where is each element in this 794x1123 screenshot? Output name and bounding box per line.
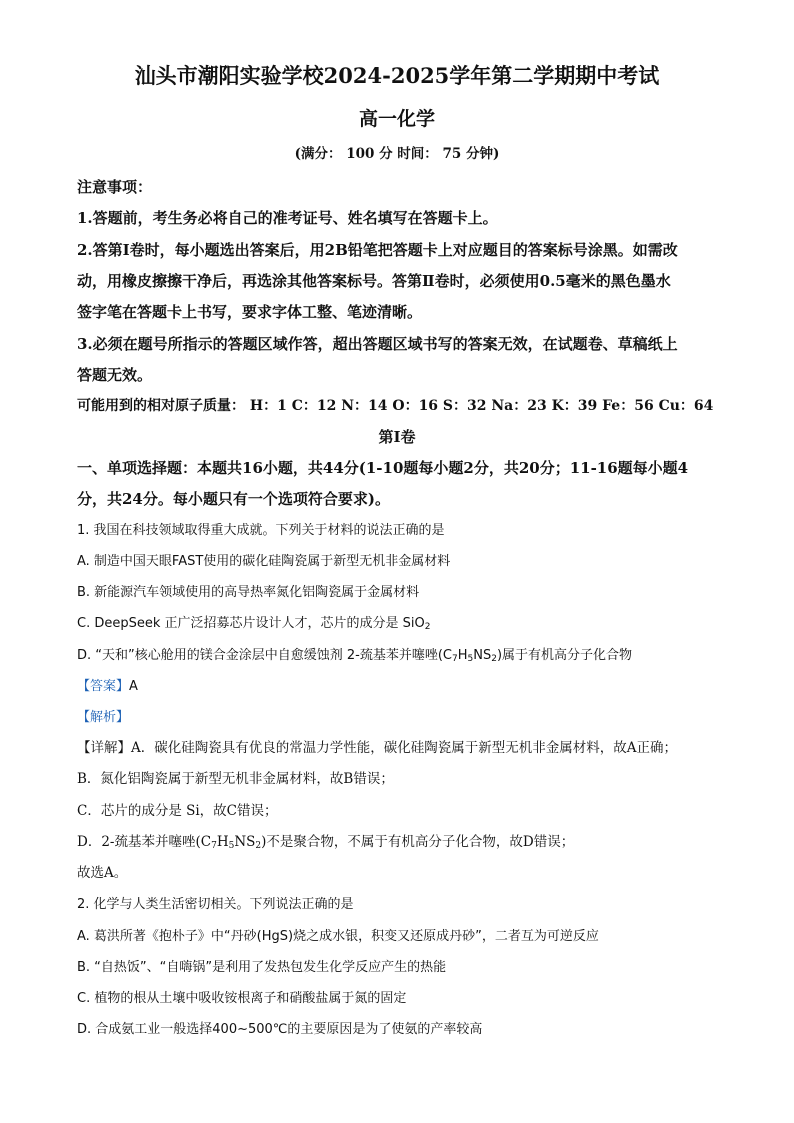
atomic-mass-line: 可能用到的相对原子质量： H：1 C：12 N：14 O：16 S：32 Na：23 K：39 Fe：56 Cu：64 [77,398,714,414]
question-1-option-c: C. DeepSeek 正广泛招募芯片设计人才，芯片的成分是 SiO$_2$ [77,616,431,632]
answer-value: A [129,679,138,694]
question-2-option-d: D. 合成氨工业一般选择400~500℃的主要原因是为了使氨的产率较高 [77,1022,483,1037]
question-1-stem: 1. 我国在科技领域取得重大成就。下列关于材料的说法正确的是 [77,523,445,538]
question-2-stem: 2. 化学与人类生活密切相关。下列说法正确的是 [77,897,354,912]
notice-item-2-line-3: 签字笔在答题卡上书写，要求字体工整、笔迹清晰。 [77,303,423,321]
part-1-instructions-line-2: 分，共24分。每小题只有一个选项符合要求)。 [77,490,390,508]
notice-item-2-line-2: 动，用橡皮擦擦干净后，再选涂其他答案标号。答第Ⅱ卷时，必须使用0.5毫米的黑色墨水 [77,272,671,290]
notice-item-1: 1.答题前，考生务必将自己的准考证号、姓名填写在答题卡上。 [77,209,498,227]
notice-item-3-line-1: 3.必须在题号所指示的答题区域作答，超出答题区域书写的答案无效，在试题卷、草稿纸上 [77,335,678,353]
answer-tag: 【答案】 [77,679,130,694]
question-2-option-b: B. “自热饭”、“自嗨锅”是利用了发热包发生化学反应产生的热能 [77,960,447,975]
exam-title: 汕头市潮阳实验学校2024-2025学年第二学期期中考试 [134,63,660,88]
notice-item-2-line-1: 2.答第Ⅰ卷时，每小题选出答案后，用2B铅笔把答题卡上对应题目的答案标号涂黑。如需改 [77,241,678,259]
detail-line-2: B．氮化铝陶瓷属于新型无机非金属材料，故B错误； [77,771,394,787]
notice-item-3-line-2: 答题无效。 [77,366,153,384]
notice-heading: 注意事项： [77,178,153,196]
analysis-tag: 【解析】 [77,710,130,725]
detail-line-1: 【详解】A．碳化硅陶瓷具有优良的常温力学性能，碳化硅陶瓷属于新型无机非金属材料，故A正确； [77,740,677,756]
question-1-answer [77,680,138,693]
detail-conclusion: 故选A。 [77,865,128,881]
detail-line-4: D．2-巯基苯并噻唑$(C_7H_5NS_2)$不是聚合物，不属于有机高分子化合物，故D错误； [77,834,575,851]
question-1-option-d: D. “天和”核心舱用的镁合金涂层中自愈缓蚀剂 2-巯基苯并噻唑$(C_7H_5NS_2)$属于有机高分子化合物 [77,648,633,664]
exam-subject: 高一化学 [358,108,435,130]
question-2-option-c: C. 植物的根从土壤中吸收铵根离子和硝酸盐属于氮的固定 [77,991,407,1006]
question-2-option-a: A. 葛洪所著《抱朴子》中“丹砂(HgS)烧之成水银，积变又还原成丹砂”，二者互为可逆反应 [77,929,599,944]
volume-heading: 第Ⅰ卷 [378,428,416,446]
question-1-option-b: B. 新能源汽车领域使用的高导热率氮化铝陶瓷属于金属材料 [77,585,420,600]
detail-line-3: C．芯片的成分是 Si，故C错误； [77,803,278,819]
part-1-instructions-line-1: 一、单项选择题：本题共16小题，共44分(1-10题每小题2分，共20分；11-16题每小题4 [77,459,689,477]
exam-meta: (满分： 100 分 时间： 75 分钟) [294,146,500,162]
question-1-option-a: A. 制造中国天眼FAST使用的碳化硅陶瓷属于新型无机非金属材料 [77,554,451,569]
